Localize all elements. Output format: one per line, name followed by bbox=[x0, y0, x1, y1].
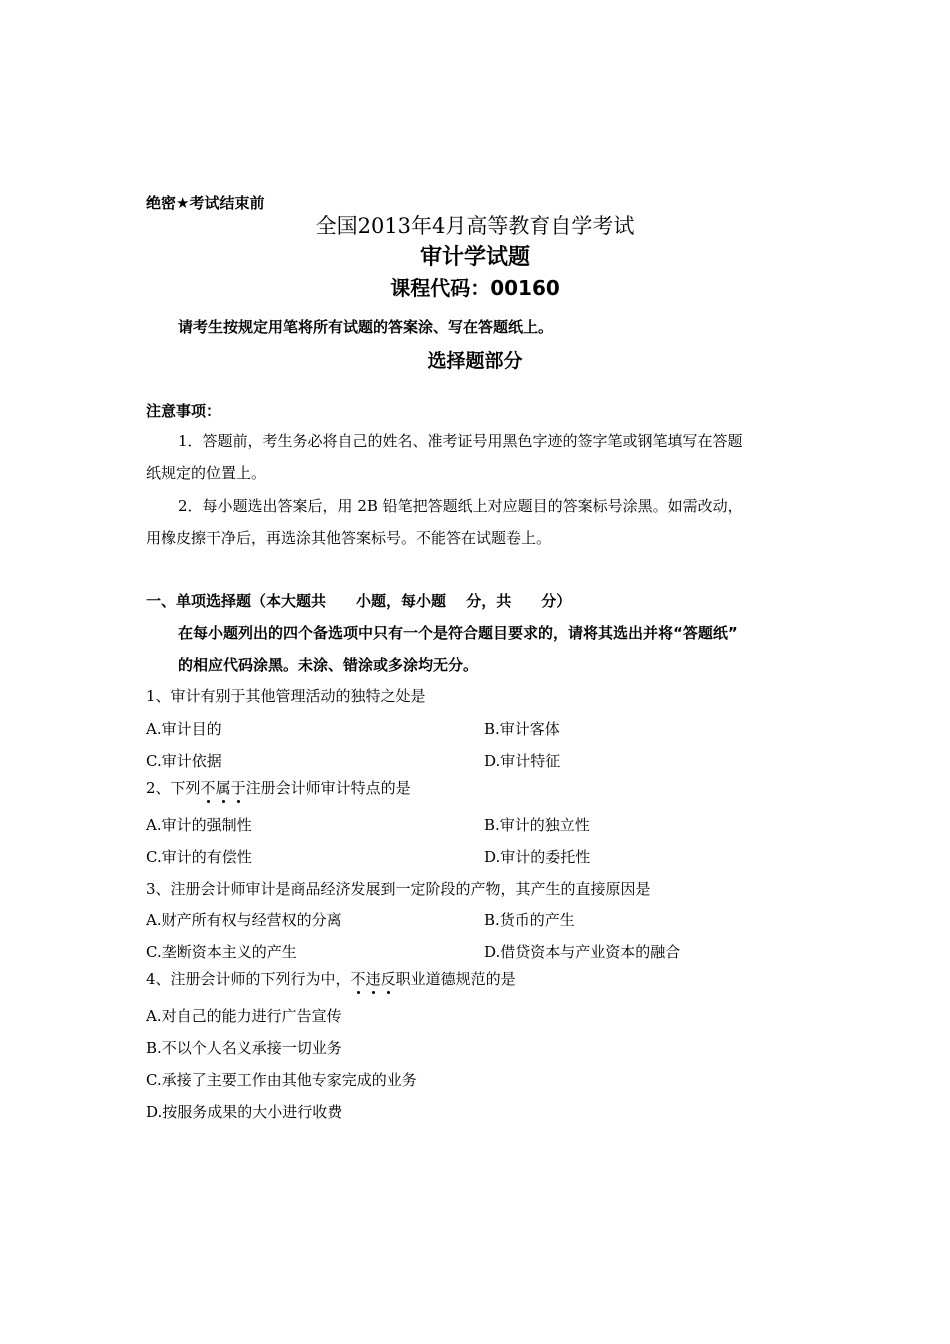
question-1-option-c: C.审计依据 bbox=[146, 752, 222, 770]
question-4-option-b: B.不以个人名义承接一切业务 bbox=[146, 1039, 342, 1057]
emphasis-char: 于 bbox=[230, 779, 246, 797]
question-stem-text: 3、注册会计师审计是商品经济发展到一定阶段的产物，其产生的直接原因是 bbox=[146, 880, 651, 898]
emphasis-char: 反 bbox=[380, 970, 396, 988]
part1-desc-line-2: 的相应代码涂黑。未涂、错涂或多涂均无分。 bbox=[178, 656, 479, 674]
part1-desc-line-1: 在每小题列出的四个备选项中只有一个是符合题目要求的，请将其选出并将“答题纸” bbox=[178, 624, 738, 642]
question-4-option-d: D.按服务成果的大小进行收费 bbox=[146, 1103, 343, 1121]
emphasis-char: 违 bbox=[365, 970, 381, 988]
notes-heading: 注意事项： bbox=[146, 402, 222, 420]
question-stem-text: 1、审计有别于其他管理活动的独特之处是 bbox=[146, 687, 426, 705]
question-stem-text: 职业道德规范的是 bbox=[395, 970, 516, 988]
question-1-option-a: A.审计目的 bbox=[146, 720, 222, 738]
subject-title-text: 审计学试题 bbox=[419, 245, 530, 270]
exam-title: 全国2013年4月高等教育自学考试 bbox=[315, 214, 635, 238]
question-3-option-d: D.借贷资本与产业资本的融合 bbox=[484, 943, 681, 961]
question-2-option-c: C.审计的有偿性 bbox=[146, 848, 252, 866]
exam-instruction: 请考生按规定用笔将所有试题的答案涂、写在答题纸上。 bbox=[178, 318, 554, 336]
question-2-stem bbox=[146, 777, 411, 798]
question-1-option-d: D.审计特征 bbox=[484, 752, 561, 770]
course-code: 课程代码：00160 bbox=[390, 276, 560, 300]
question-4-option-c: C.承接了主要工作由其他专家完成的业务 bbox=[146, 1071, 417, 1089]
emphasis-text bbox=[351, 970, 396, 988]
question-3-option-a: A.财产所有权与经营权的分离 bbox=[146, 911, 342, 929]
emphasis-char: 不 bbox=[200, 779, 216, 797]
question-2-option-b: B.审计的独立性 bbox=[484, 816, 590, 834]
subject-title bbox=[0, 240, 950, 271]
question-4-option-a: A.对自己的能力进行广告宣传 bbox=[146, 1007, 342, 1025]
question-4-stem bbox=[146, 968, 516, 989]
question-2-option-d: D.审计的委托性 bbox=[484, 848, 591, 866]
note-1-line-1: 1．答题前，考生务必将自己的姓名、准考证号用黑色字迹的签字笔或钢笔填写在答题 bbox=[178, 432, 743, 450]
note-1-line-2: 纸规定的位置上。 bbox=[146, 464, 267, 482]
emphasis-char: 不 bbox=[350, 970, 366, 988]
section-title: 选择题部分 bbox=[427, 350, 523, 372]
emphasis-char: 属 bbox=[215, 779, 231, 797]
note-2-line-2: 用橡皮擦干净后，再选涂其他答案标号。不能答在试题卷上。 bbox=[146, 529, 552, 547]
question-stem-text: 2、下列 bbox=[146, 779, 201, 797]
emphasis-text bbox=[201, 779, 246, 797]
question-stem-text: 4、注册会计师的下列行为中， bbox=[146, 970, 351, 988]
note-2-line-1: 2．每小题选出答案后，用 2B 铅笔把答题纸上对应题目的答案标号涂黑。如需改动， bbox=[178, 497, 743, 515]
question-1-stem bbox=[146, 685, 426, 706]
question-3-stem bbox=[146, 878, 651, 899]
secret-label: 绝密★考试结束前 bbox=[146, 194, 265, 212]
part1-heading: 一、单项选择题（本大题共 小题，每小题 分，共 分） bbox=[146, 592, 572, 610]
question-3-option-b: B.货币的产生 bbox=[484, 911, 575, 929]
question-1-option-b: B.审计客体 bbox=[484, 720, 560, 738]
question-2-option-a: A.审计的强制性 bbox=[146, 816, 252, 834]
question-3-option-c: C.垄断资本主义的产生 bbox=[146, 943, 297, 961]
question-stem-text: 注册会计师审计特点的是 bbox=[245, 779, 411, 797]
